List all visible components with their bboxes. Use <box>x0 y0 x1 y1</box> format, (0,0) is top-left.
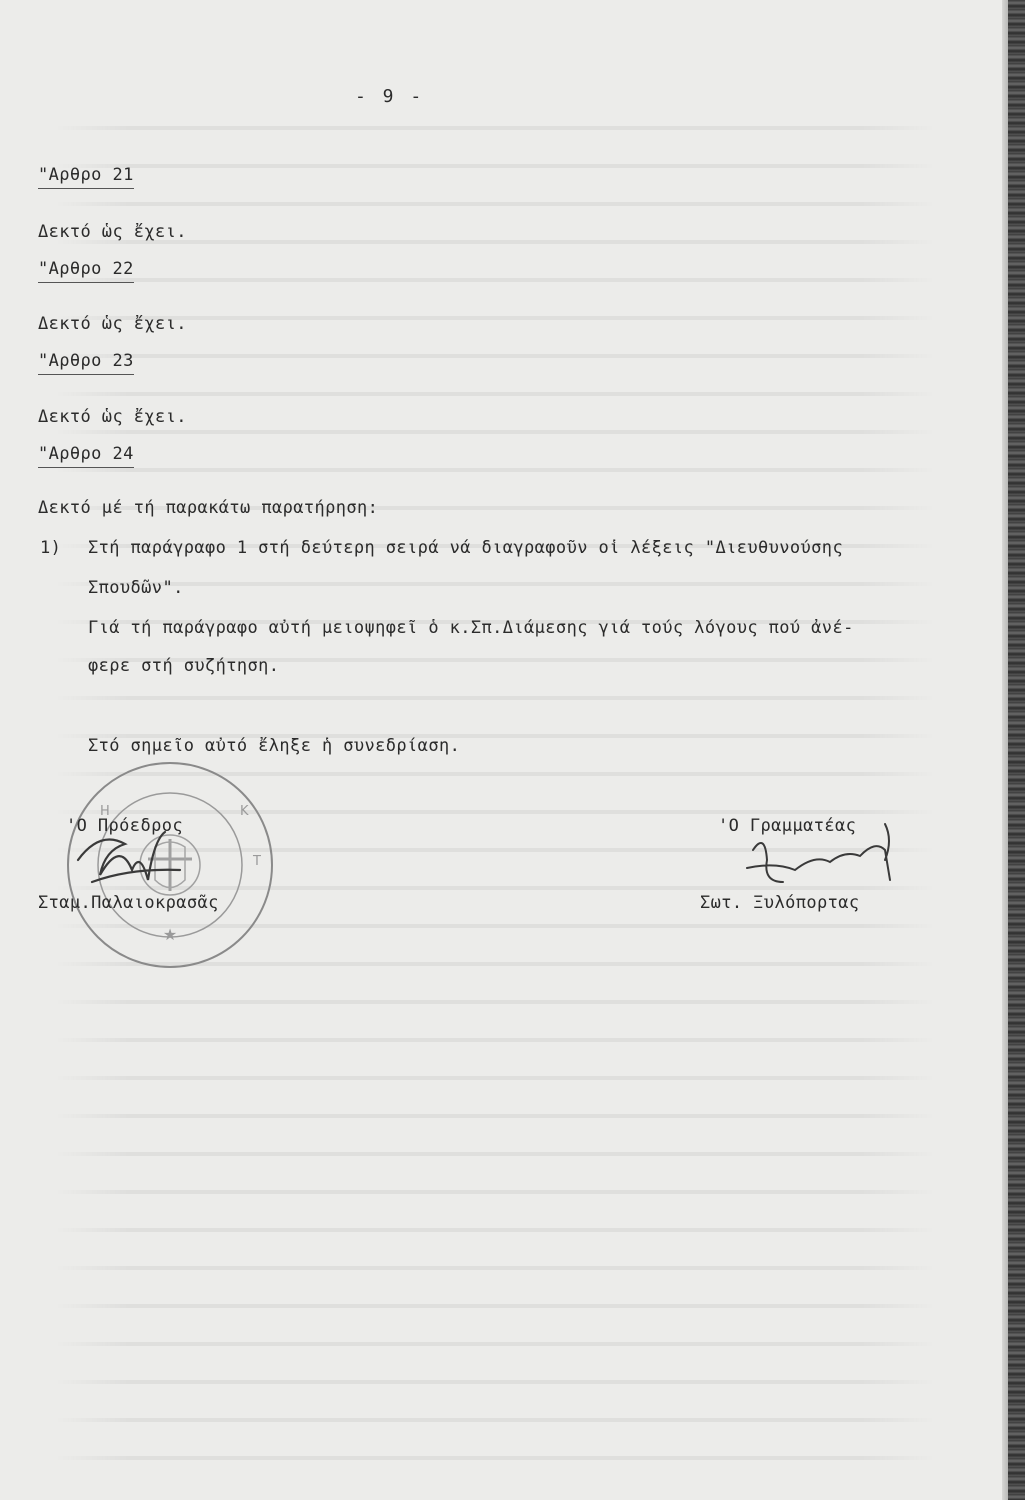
article-text-23: Δεκτό ὡς ἔχει. <box>38 407 187 427</box>
closing-statement: Στό σημεῖο αὐτό ἔληξε ἡ συνεδρίαση. <box>88 736 461 756</box>
remark-line-4: φερε στή συζήτηση. <box>88 656 280 676</box>
article-text-22: Δεκτό ὡς ἔχει. <box>38 314 187 334</box>
article-heading-21: "Αρθρο 21 <box>38 165 134 189</box>
remark-line-1: Στή παράγραφο 1 στή δεύτερη σειρά νά διαγραφοῦν οἱ λέξεις "Διευθυνούσης <box>88 538 844 558</box>
remark-line-3: Γιά τή παράγραφο αὐτή μειοψηφεῖ ὁ κ.Σπ.Διάμεσης γιά τούς λόγους πού ἀνέ- <box>88 618 854 638</box>
remark-line-2: Σπουδῶν". <box>88 578 184 598</box>
president-title: 'Ο Πρόεδρος <box>66 816 183 836</box>
article-heading-22: "Αρθρο 22 <box>38 259 134 283</box>
president-name: Σταμ.Παλαιοκρασᾶς <box>38 893 219 913</box>
binder-edge <box>1008 0 1025 1500</box>
article-text-24: Δεκτό μέ τή παρακάτω παρατήρηση: <box>38 498 379 518</box>
svg-text:Η: Η <box>100 804 110 819</box>
article-heading-24: "Αρθρο 24 <box>38 444 134 468</box>
president-signature <box>70 820 190 900</box>
svg-text:Κ: Κ <box>240 804 249 819</box>
article-text-21: Δεκτό ὡς ἔχει. <box>38 222 187 242</box>
secretary-name: Σωτ. Ξυλόπορτας <box>700 893 860 913</box>
secretary-signature <box>735 820 905 900</box>
svg-text:★: ★ <box>162 925 178 944</box>
article-heading-23: "Αρθρο 23 <box>38 351 134 375</box>
secretary-title: 'Ο Γραμματέας <box>718 816 857 836</box>
remark-number: 1) <box>40 538 62 558</box>
svg-text:Τ: Τ <box>253 854 261 869</box>
page-number: - 9 - <box>355 86 425 107</box>
